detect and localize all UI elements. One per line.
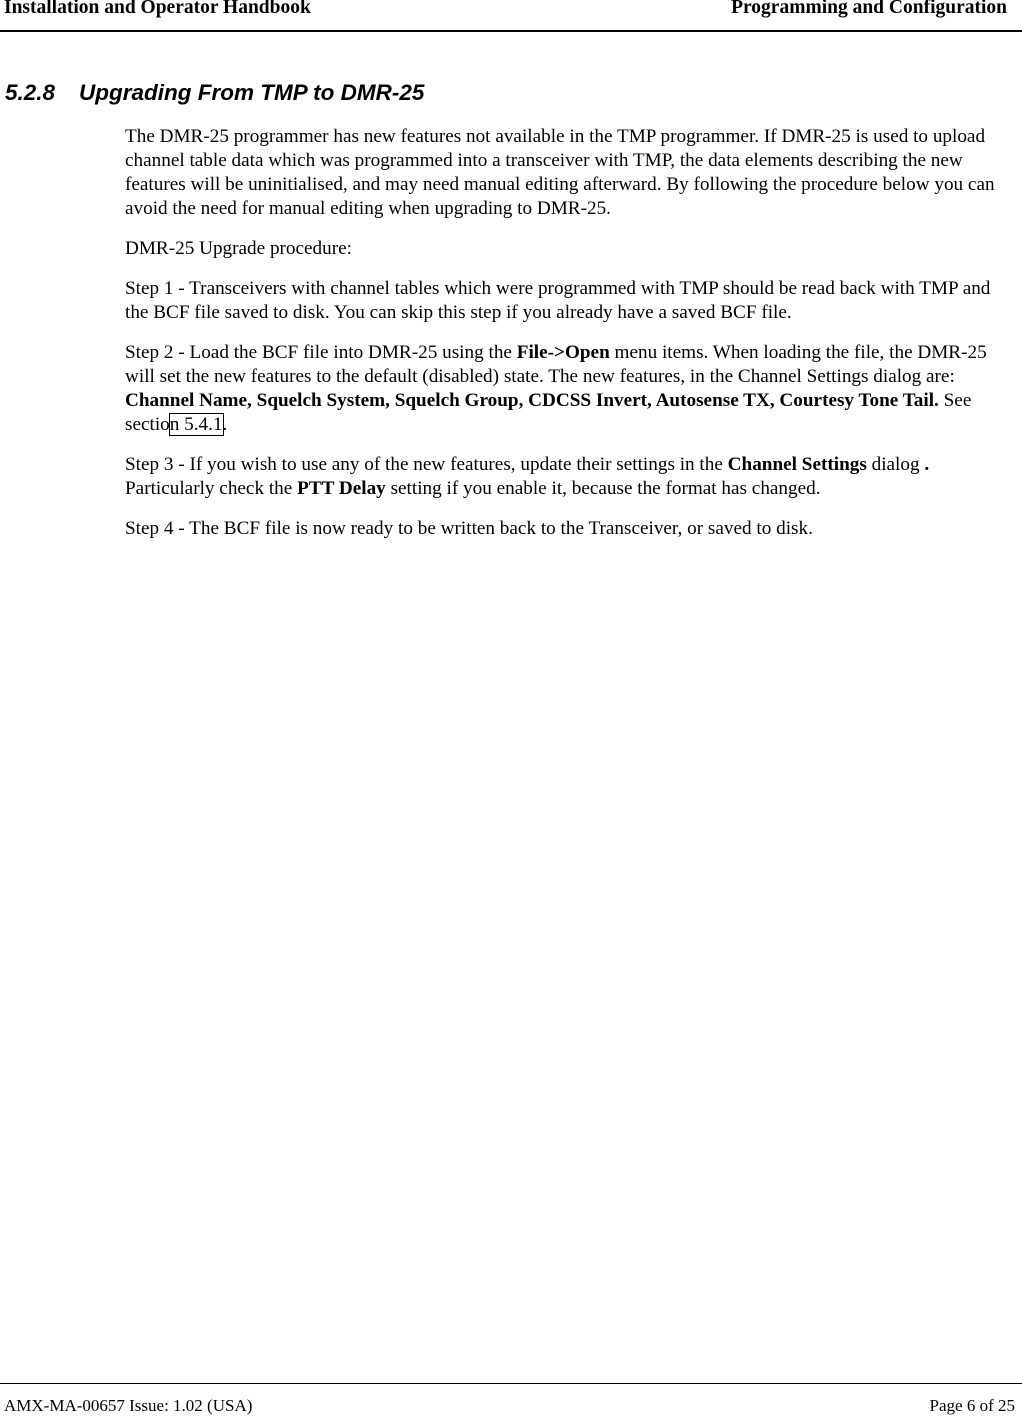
footer-document-id: AMX-MA-00657 Issue: 1.02 (USA) — [4, 1396, 253, 1415]
ptt-delay-term: PTT Delay — [297, 478, 386, 499]
header-chapter-title: Programming and Configuration — [731, 0, 1007, 18]
intro-paragraph: The DMR-25 programmer has new features not available in the TMP programmer. If DMR-25 is used to upload channel table data which was programmed into a transceiver with TMP, the data elements describing the new features will be uninitialised, and may need manual editing afterward. By following the procedure below you can avoid the need for manual editing when upgrading to DMR-25. — [125, 126, 995, 219]
step-1-paragraph: Step 1 - Transceivers with channel tables which were programmed with TMP should be read back with TMP and the BCF file saved to disk. You can skip this step if you already have a saved BCF file. — [125, 278, 991, 323]
page-footer — [0, 1383, 1022, 1417]
step-3-text-4: setting if you enable it, because the format has changed. — [385, 478, 821, 499]
step-2-text-1: Step 2 - Load the BCF file into DMR-25 using the — [125, 342, 517, 363]
section-title: Upgrading From TMP to DMR-25 — [79, 80, 425, 105]
section-heading — [5, 80, 424, 106]
footer-page-number: Page 6 of 25 — [929, 1396, 1015, 1415]
step-3-paragraph — [125, 453, 1017, 501]
step-4-paragraph: Step 4 - The BCF file is now ready to be written back to the Transceiver, or saved to disk. — [125, 518, 813, 539]
section-number: 5.2.8 — [5, 80, 56, 105]
bold-period: . — [924, 454, 930, 475]
menu-item-file-open: File->Open — [516, 342, 610, 363]
step-2-text-2: menu items. When loading the file, the DMR-25 will set the new features to the default (disabled) state. The new features, in the Channel Settings dialog are: — [125, 342, 987, 387]
channel-settings-term: Channel Settings — [727, 454, 867, 475]
step-2-text-3: See sectio — [125, 390, 972, 435]
step-3-text-1: Step 3 - If you wish to use any of the new features, update their settings in the — [125, 454, 728, 475]
procedure-label: DMR-25 Upgrade procedure: — [125, 238, 352, 259]
step-2-paragraph — [125, 341, 1017, 437]
section-cross-reference-link[interactable]: n 5.4.1 — [169, 414, 223, 435]
section-body — [125, 125, 1017, 557]
header-document-title: Installation and Operator Handbook — [4, 0, 311, 18]
step-2-text-4: . — [222, 414, 228, 435]
page-header — [0, 0, 1022, 32]
new-features-list: Channel Name, Squelch System, Squelch Group, CDCSS Invert, Autosense TX, Courtesy Tone Tail. — [125, 390, 939, 411]
step-3-text-3: Particularly check the — [125, 478, 298, 499]
step-3-text-2: dialog — [866, 454, 925, 475]
